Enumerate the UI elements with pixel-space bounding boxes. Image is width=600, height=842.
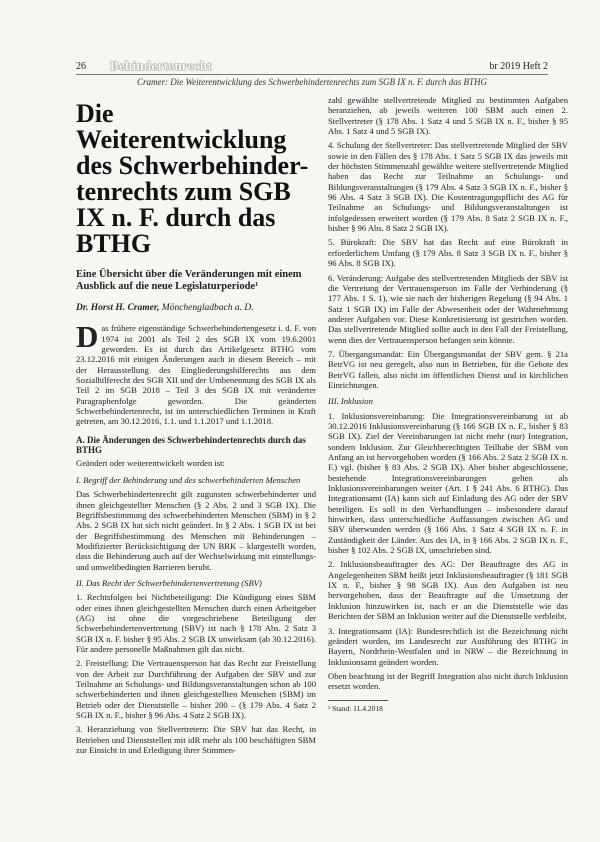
list-item: 6. Veränderung: Aufgabe des stellvertretenden Mitglieds der SBV ist die Vertretung der Vertrauensperson im Falle der Verhinderung (§ 177 Abs. 1 S. 1), wie sie nach der bisherigen Regelung (§ 94 Abs. 1 Satz 1 SGB IX) im Falle der Abwesenheit oder der Wahrnehmung anderer Aufgaben vor. Diese Konkretisierung ist gestrichen worden. Das stellvertretende Mitglied sollte auch in den Fall der Freistellung, wenn dies der Vertrauensperson befangen sein könnte. xyxy=(328,272,568,345)
section-lead: Geändert oder weiterentwickelt worden ist: xyxy=(76,458,225,469)
list-item: 1. Inklusionsvereinbarung: Die Integrationsvereinbarung ist ab 30.12.2016 Inklusionsvereinbarung (§ 166 SGB IX n. F., bisher § 83 SGB IX). Ziel der Vereinbarungen ist nicht mehr (nur) Integration, sondern Inklusion. Zur Gleichberechtigten Teilhabe der SBM von Anfang an ist hervorgehoben worden (§ 166 Abs. 2 Satz 2 SGB IX n. F.) vgl. (bisher § 83 Abs. 2 SGB IX). Aber bisher abgeschlossene, bestehende Integrationsvereinbarungen gelten als Inklusionsvereinbarungen weiter (Art. 1 § 241 Abs. 6 BTHG). Das Integrationsamt (IA) kann sich auf Einladung des AG oder der SBV beteiligen. Es soll in den Verhandlungen – insbesondere darauf hinwirken, dass unterschiedliche Auffassungen zwischen AG und SBV überwunden werden (§ 166 Abs. 1 Satz 4 SGB IX n. F. in Zuständigkeit der Länder. Aus des IA, in § 166 Abs. 2 SGB IX n. F., bisher § 102 Abs. 2 SGB IX, umschrieben sind. xyxy=(328,410,568,556)
issue-info: br 2019 Heft 2 xyxy=(489,61,548,72)
footnote: ¹ Stand: 11.4.2018 xyxy=(328,703,383,713)
article-subtitle: Eine Übersicht über die Veränderungen mit einem Ausblick auf die neue Legislaturperiode¹ xyxy=(76,269,302,292)
list-item: 7. Übergangsmandat: Ein Übergangsmandat der SBV gem. § 21a BetrVG ist neu geregelt, also nun in Betrieben, für die Gebote des BetrVG fallen, also nicht im öffentlichen Dienst und in kirchlichen Einrichtungen. xyxy=(328,348,568,390)
footnote-rule xyxy=(328,700,388,701)
list-item: Oben beachtung ist der Begriff Integration also nicht durch Inklusion ersetzt worden. xyxy=(328,670,568,692)
paragraph: Das Schwerbehindertenrecht gilt zugunsten schwerbehinderter und ihnen gleichgestellter Menschen (§ 2 Abs. 2 und 3 SGB IX). Die Begriffsbestimmung des schwerbehinderten Menschen (SBM) in § 2 Abs. 2 SGB IX hat sich nicht geändert. In § 2 Abs. 1 SGB IX ist bei der Begriffsbestimmung des Menschen mit Behinderungen – Modifizierter Berücksichtigung der UN BRK – klargestellt worden, dass die Behinderung auch auf der Wechselwirkung mit einstellungs- und umweltbedingten Barrieren beruht. xyxy=(76,489,316,572)
subsection-heading: I. Begriff der Behinderung und des schwerbehinderten Menschen xyxy=(76,474,301,485)
journal-section: Behindertenrecht xyxy=(110,58,213,73)
intro-paragraph xyxy=(76,319,316,427)
article-title: Die Weiterentwicklung des Schwerbehinder- tenrechts zum SGB IX n. F. durch das BTHG xyxy=(76,99,309,258)
author-place: Mönchengladbach a. D. xyxy=(161,303,254,313)
list-item: 3. Heranziehung von Stellvertretern: Die SBV hat das Recht, in Betrieben und Dienststellen mit idR mehr als 100 beschäftigten SBM zur Einsicht in und Erledigung ihrer Stimmen- xyxy=(76,724,316,756)
section-heading: A. Die Änderungen des Schwerbehindertenrechts durch das BTHG xyxy=(76,434,306,456)
running-title: Cramer: Die Weiterentwicklung des Schwerbehindertenrechts zum SGB IX n. F. durch das BTHG xyxy=(137,77,487,87)
list-item: 3. Integrationsamt (IA): Bundesrechtlich ist die Bezeichnung nicht geändert worden, im Landesrecht zur Ausführung des BTHG in Bayern, Nordrhein-Westfalen und in NRW – die Bezeichnung in Inklusionsamt geändert worden. xyxy=(328,625,568,667)
list-item: 2. Freistellung: Die Vertrauensperson hat das Recht zur Freistellung von der Arbeit zur Durchführung der Aufgaben der SBV und zur Teilnahme an Schulungs- und Bildungsveranstaltungen schon ab 100 schwerbehinderten und ihnen gleichgestellten Menschen (SBM) im Betrieb oder der Dienststelle – bisher 200 – (§ 179 Abs. 4 Satz 2 SGB IX n. F., bisher § 96 Abs. 4 Satz 2 SGB IX). xyxy=(76,658,316,721)
right-column xyxy=(328,95,568,714)
intro-text: as frühere eigenständige Schwerbehindertengesetz i. d. F. von 1974 ist 2001 als Teil 2 des SGB IX vom 19.6.2001 geworden. Es ist durch das Artikelgesetz BTHG vom 23.12.2016 mit einigen Änderungen auch in diesem Bereich – mit der Herausstellung des Eingliederungshilferechts aus dem Sozialhilferecht des SGB XII und der Umbenennung des SGB IX als Teil 2 im SGB 2018 – Teil 3 des SGB IX mit veränderter Paragraphenfolge geworden. Die geänderten Schwerbehindertenrecht, ist im unterschiedlichen Terminen in Kraft getreten, am 30.12.2016, 1.1. und 1.1.2017 und 1.1.2018. xyxy=(76,323,316,427)
list-item: 4. Schulung der Stellvertreter: Das stellvertretende Mitglied der SBV sowie in den Fällen des § 178 Abs. 1 Satz 5 SGB IX das jeweils mit der höchsten Stimmenzahl gewählte weitere stellvertretende Mitglied haben das Recht zur Teilnahme an Schulungs- und Bildungsveranstaltungen (§ 179 Abs. 4 Satz 3 SGB IX n. F., bisher § 96 Abs. 4 Satz 3 SGB IX). Die Kostentragungspflicht des AG für Teilnahme an Schulungs- und Bildungsveranstaltungen ist infolgedessen erweitert worden (§ 179 Abs. 8 Satz 2 SGB IX n. F., bisher § 96 Abs. 8 Satz 2 SGB IX). xyxy=(328,140,568,234)
page-number: 26 xyxy=(76,61,86,72)
list-item: 2. Inklusionsbeauftragter des AG: Der Beauftragte des AG in Angelegenheiten SBM heißt jetzt Inklusionsbeauftragter (§ 181 SGB IX n. F., bisher § 98 SGB IX). Aus den Aufgaben ist neu hervorgehoben, dass der Beauftragte auf die Umsetzung der Inklusion hinzuwirken ist, nach er an die Dienststelle wie das Berichten der SBM an Inklusion weiter auf die Dienststelle verbleibt. xyxy=(328,559,568,622)
page-header xyxy=(76,60,548,75)
left-column xyxy=(76,95,316,759)
drop-cap: D xyxy=(76,319,99,355)
list-item: 5. Bürokraft: Die SBV hat das Recht auf eine Bürokraft in erforderlichem Umfang (§ 179 Abs. 8 Satz 3 SGB IX n. F., bisher § 96 Abs. 8 SGB IX). xyxy=(328,237,568,269)
author-line xyxy=(76,303,316,313)
author-name: Dr. Horst H. Cramer, xyxy=(76,303,160,313)
subsection-heading: III. Inklusion xyxy=(328,396,373,407)
list-item: zahl gewählte stellvertretende Mitglied zu bestimmten Aufgaben heranziehen, ab jeweils weiteren 100 SBM auch einen 2. Stellvertreter (§ 178 Abs. 1 Satz 4 und 5 SGB IX n. F., bisher § 95 Abs. 1 Satz 4 und 5 SGB IX). xyxy=(328,95,568,137)
list-item: 1. Rechtsfolgen bei Nichtbeteiligung: Die Kündigung eines SBM oder eines ihnen gleichgestellten Menschen durch einen Arbeitgeber (AG) ist ohne die vorgeschriebene Beteiligung der Schwerbehindertenvertretung (SBV) ist nach § 178 Abs. 2 Satz 3 SGB IX n. F. bisher § 95 Abs. 2 SGB IX unwirksam (ab 30.12.2016). Für andere personelle Maßnahmen gilt das nicht. xyxy=(76,592,316,654)
subsection-heading: II. Das Recht der Schwerbehindertenvertretung (SBV) xyxy=(76,577,262,588)
